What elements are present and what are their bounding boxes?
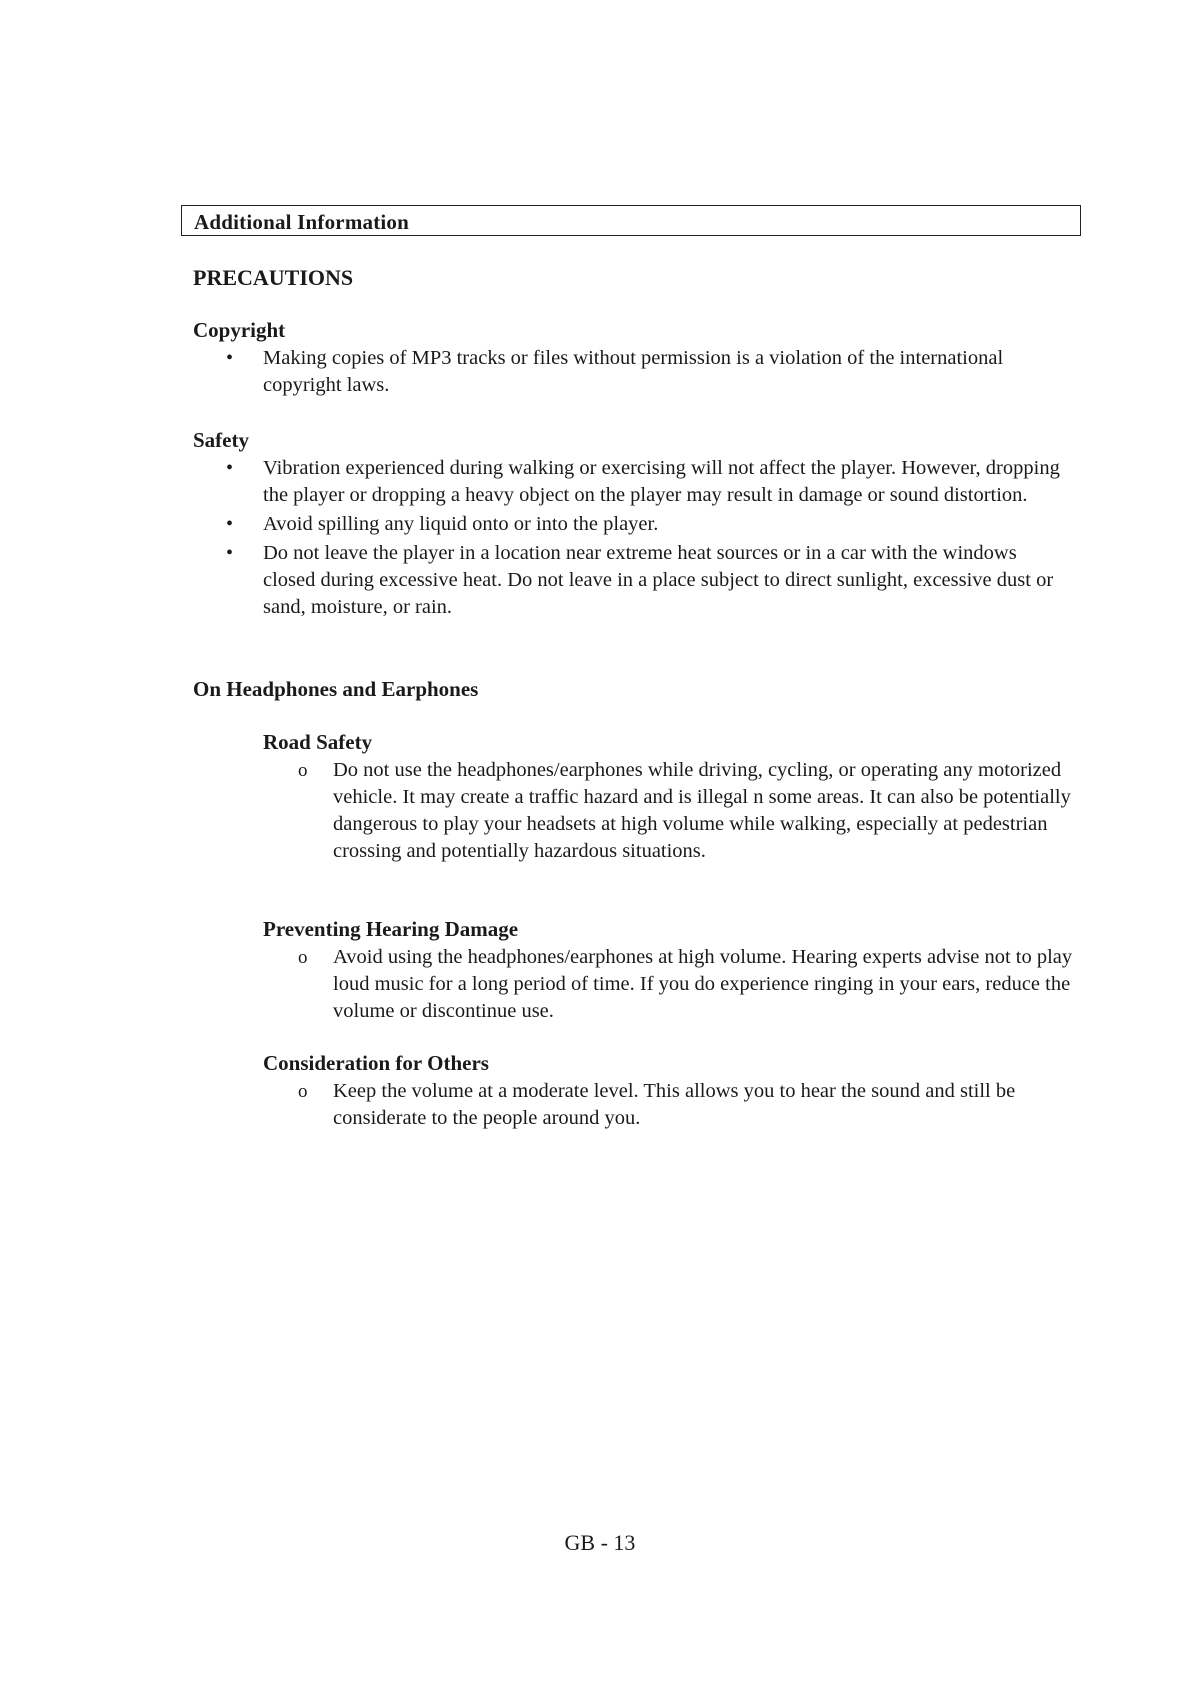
circle-bullet-icon: o — [298, 947, 308, 968]
list-item-text: Avoid using the headphones/earphones at high volume. Hearing experts advise not to play loud music for a long period of time. If you do experience ringing in your ears, reduce the volume or discontinue use. — [333, 946, 1073, 1022]
circle-bullet-icon: o — [298, 1081, 308, 1102]
bullet-icon: • — [226, 347, 234, 369]
bullet-icon: • — [226, 513, 234, 535]
page-number: GB - 13 — [564, 1530, 636, 1555]
circle-bullet-icon: o — [298, 760, 308, 781]
list-item — [193, 455, 1073, 509]
section-header-box — [181, 205, 1081, 236]
precautions-title: PRECAUTIONS — [193, 265, 354, 290]
section-header-title: Additional Information — [194, 210, 410, 234]
safety-section — [193, 428, 1073, 623]
hearing-damage-section — [193, 917, 1073, 1027]
list-item — [193, 540, 1073, 621]
consideration-heading: Consideration for Others — [263, 1051, 489, 1075]
list-item-text: Avoid spilling any liquid onto or into the player. — [263, 513, 659, 535]
road-safety-section — [193, 730, 1073, 867]
list-item — [193, 757, 1073, 865]
consideration-list — [193, 1078, 1073, 1132]
road-safety-list — [193, 757, 1073, 865]
list-item — [193, 944, 1073, 1025]
list-item-text: Vibration experienced during walking or exercising will not affect the player. However, dropping the player or dropping a heavy object on the player may result in damage or sound distortion. — [263, 457, 1060, 506]
copyright-list — [193, 345, 1073, 399]
bullet-icon: • — [226, 542, 234, 564]
list-item-text: Making copies of MP3 tracks or files without permission is a violation of the international copyright laws. — [263, 347, 1004, 396]
hearing-damage-list — [193, 944, 1073, 1025]
copyright-heading: Copyright — [193, 318, 286, 342]
road-safety-heading: Road Safety — [263, 730, 373, 754]
headphones-heading: On Headphones and Earphones — [193, 677, 479, 701]
precautions-section — [193, 265, 1073, 291]
hearing-damage-heading: Preventing Hearing Damage — [263, 917, 519, 941]
list-item — [193, 345, 1073, 399]
list-item-text: Keep the volume at a moderate level. This allows you to hear the sound and still be considerate to the people around you. — [333, 1080, 1016, 1129]
list-item-text: Do not use the headphones/earphones while driving, cycling, or operating any motorized vehicle. It may create a traffic hazard and is illegal n some areas. It can also be potentially dangerous to play your headsets at high volume while walking, especially at pedestrian crossing and potentially hazardous situations. — [333, 759, 1071, 862]
safety-heading: Safety — [193, 428, 249, 452]
copyright-section — [193, 318, 1073, 401]
bullet-icon: • — [226, 457, 234, 479]
page-footer — [0, 1530, 1198, 1556]
safety-list — [193, 455, 1073, 621]
list-item — [193, 1078, 1073, 1132]
list-item — [193, 511, 1073, 538]
list-item-text: Do not leave the player in a location near extreme heat sources or in a car with the windows closed during excessive heat. Do not leave in a place subject to direct sunlight, excessive dust or sand, moisture, or rain. — [263, 542, 1054, 618]
headphones-section — [193, 677, 1073, 702]
consideration-section — [193, 1051, 1073, 1134]
